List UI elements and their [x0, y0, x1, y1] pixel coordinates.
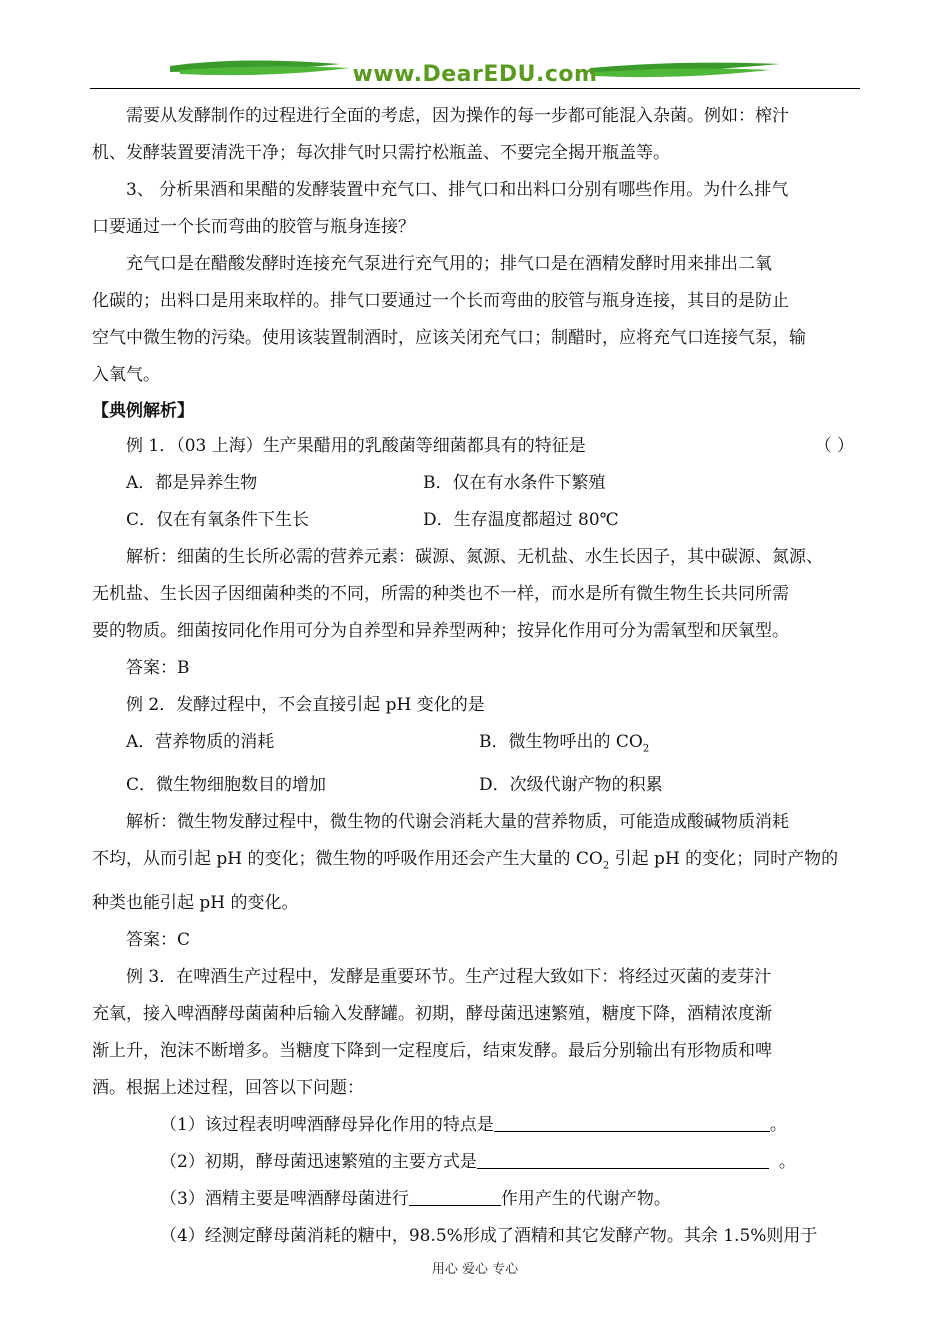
- example-3-stem: 渐上升，泡沫不断增多。当糖度下降到一定程度后，结束发酵。最后分别输出有形物质和啤: [92, 1040, 772, 1061]
- header-rule: [90, 88, 860, 89]
- analysis-line: 不均，从而引起 pH 的变化；微生物的呼吸作用还会产生大量的 $CO_2$ 引起 pH 的变化；同时产物的: [92, 849, 839, 872]
- options-row: [92, 767, 860, 804]
- sub-question-4: （4）经测定酵母菌消耗的糖中，98.5%形成了酒精和其它发酵产物。其余 1.5%则用于: [160, 1225, 818, 1246]
- option-c: C．仅在有氧条件下生长: [126, 510, 310, 530]
- analysis-line: 要的物质。细菌按同化作用可分为自养型和异养型两种；按异化作用可分为需氧型和厌氧型。: [92, 621, 789, 641]
- analysis-line: 解析：细菌的生长所必需的营养元素：碳源、氮源、无机盐、水生长因子，其中碳源、氮源、: [126, 547, 823, 567]
- answer-text: 答案：B: [126, 658, 190, 678]
- page-footer: 用心 爱心 专心: [431, 1262, 519, 1277]
- fill-blank[interactable]: [409, 1187, 501, 1206]
- example-3-stem: 例 3．在啤酒生产过程中，发酵是重要环节。生产过程大致如下：将经过灭菌的麦芽汁: [126, 966, 772, 987]
- option-c: C．微生物细胞数目的增加: [126, 775, 327, 796]
- sub-question-3: （3）酒精主要是啤酒酵母菌进行 作用产生的代谢产物。: [160, 1188, 671, 1209]
- option-b: B．微生物呼出的 $CO_2$: [479, 732, 650, 755]
- fill-blank[interactable]: [494, 1113, 770, 1132]
- answer-line: 空气中微生物的污染。使用该装置制酒时，应该关闭充气口；制醋时，应将充气口连接气泵，输: [92, 328, 806, 348]
- sub-question-1: （1）该过程表明啤酒酵母异化作用的特点是 。: [160, 1114, 787, 1135]
- options-row: [92, 502, 860, 539]
- option-a: A．都是异养生物: [126, 473, 258, 493]
- option-d: D．次级代谢产物的积累: [479, 775, 663, 796]
- options-row: [92, 724, 860, 767]
- paragraph-line: 需要从发酵制作的过程进行全面的考虑，因为操作的每一步都可能混入杂菌。例如：榨汁: [126, 106, 789, 126]
- question-line: 3、 分析果酒和果醋的发酵装置中充气口、排气口和出料口分别有哪些作用。为什么排气: [126, 180, 789, 200]
- analysis-line: 种类也能引起 pH 的变化。: [92, 892, 299, 913]
- example-1-question: 例 1．（03 上海）生产果醋用的乳酸菌等细菌都具有的特征是: [126, 436, 586, 456]
- example-1-stem: [92, 428, 860, 465]
- example-2-question: 例 2．发酵过程中，不会直接引起 pH 变化的是: [126, 695, 485, 715]
- paragraph-line: 机、发酵装置要清洗干净；每次排气时只需拧松瓶盖、不要完全揭开瓶盖等。: [92, 143, 670, 163]
- option-d: D．生存温度都超过 80℃: [423, 510, 619, 530]
- answer-line: 充气口是在醋酸发酵时连接充气泵进行充气用的；排气口是在酒精发酵时用来排出二氧: [126, 254, 772, 274]
- section-heading: 【典例解析】: [92, 401, 194, 421]
- analysis-line: 解析：微生物发酵过程中，微生物的代谢会消耗大量的营养物质，可能造成酸碱物质消耗: [126, 812, 789, 833]
- question-line: 口要通过一个长而弯曲的胶管与瓶身连接？: [92, 217, 415, 237]
- sub-question-2: （2）初期，酵母菌迅速繁殖的主要方式是 。: [160, 1151, 796, 1172]
- example-3-stem: 充氧，接入啤酒酵母菌菌种后输入发酵罐。初期，酵母菌迅速繁殖，糖度下降，酒精浓度渐: [92, 1003, 772, 1024]
- example-3-stem: 酒。根据上述过程，回答以下问题：: [92, 1077, 364, 1098]
- answer-bracket: （ ）: [814, 436, 854, 456]
- answer-text: 答案：C: [126, 929, 191, 950]
- option-a: A．营养物质的消耗: [126, 732, 275, 752]
- option-b: B．仅在有水条件下繁殖: [423, 473, 606, 493]
- fill-blank[interactable]: [477, 1150, 769, 1169]
- options-row: [92, 465, 860, 502]
- answer-line: 化碳的；出料口是用来取样的。排气口要通过一个长而弯曲的胶管与瓶身连接，其目的是防止: [92, 291, 789, 311]
- document-body: [92, 98, 860, 1255]
- site-name[interactable]: www.DearEDU.com: [352, 62, 598, 87]
- answer-line: 入氧气。: [92, 365, 160, 385]
- analysis-line: 无机盐、生长因子因细菌种类的不同，所需的种类也不一样，而水是所有微生物生长共同所需: [92, 584, 789, 604]
- page-header: [90, 52, 860, 92]
